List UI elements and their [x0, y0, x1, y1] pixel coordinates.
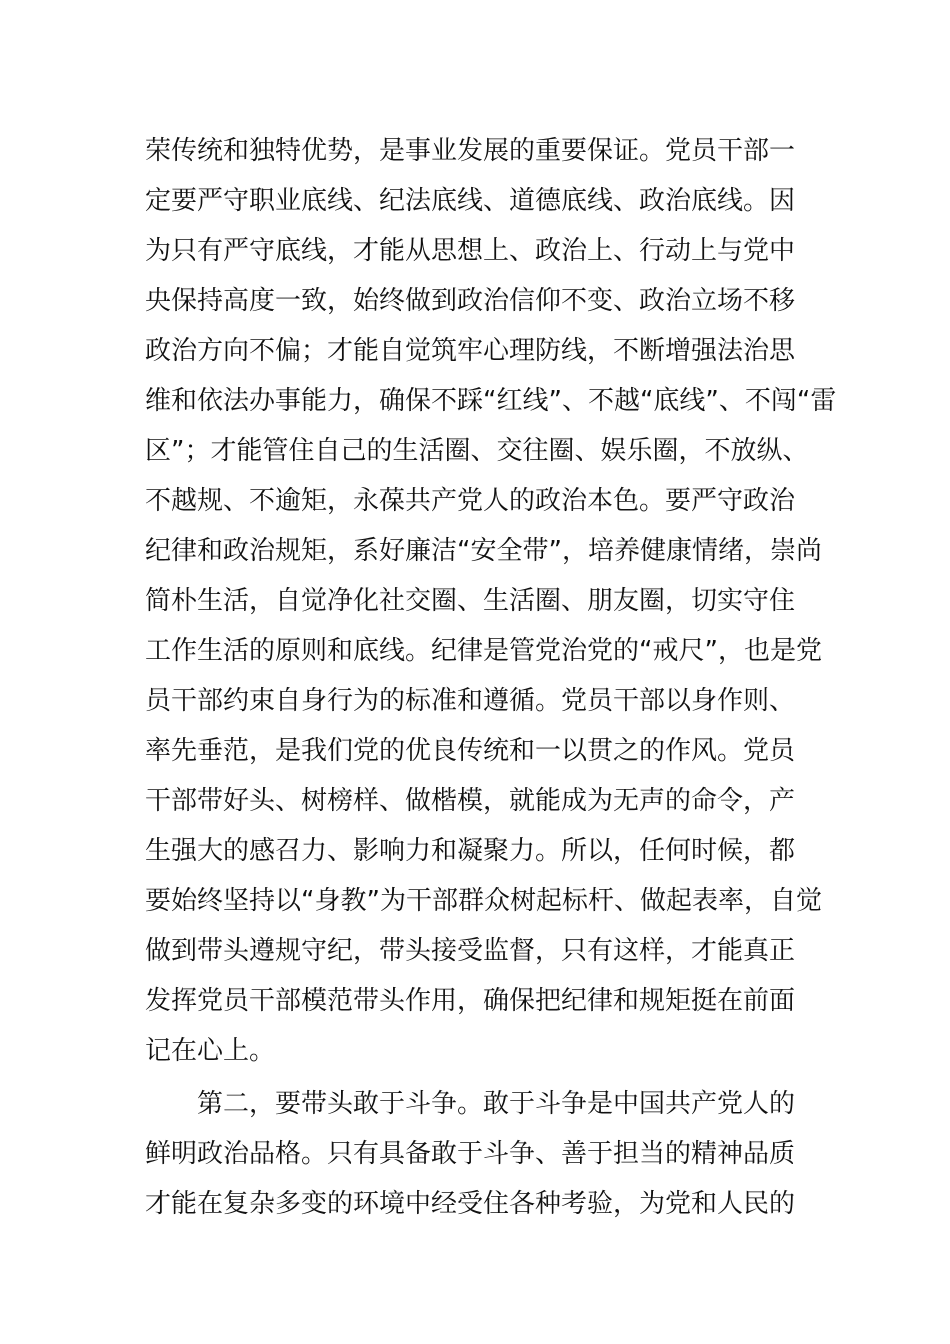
text-line: 荣传统和独特优势，是事业发展的重要保证。党员干部一: [145, 136, 796, 166]
text-line: 干部带好头、树榜样、做楷模，就能成为无声的命令，产: [145, 786, 796, 816]
text-line: 要始终坚持以“身教”为干部群众树起标杆、做起表率，自觉: [145, 886, 822, 916]
text-line: 员干部约束自身行为的标准和遵循。党员干部以身作则、: [145, 686, 796, 716]
text-line: 政治方向不偏；才能自觉筑牢心理防线，不断增强法治思: [145, 336, 796, 366]
text-line: 率先垂范，是我们党的优良传统和一以贯之的作风。党员: [145, 736, 796, 766]
text-line: 才能在复杂多变的环境中经受住各种考验，为党和人民的: [145, 1189, 796, 1219]
text-line: 发挥党员干部模范带头作用，确保把纪律和规矩挺在前面: [145, 986, 796, 1016]
text-line: 第二，要带头敢于斗争。敢于斗争是中国共产党人的: [197, 1089, 796, 1119]
text-line: 纪律和政治规矩，系好廉洁“安全带”，培养健康情绪，崇尚: [145, 536, 822, 566]
text-line: 鲜明政治品格。只有具备敢于斗争、善于担当的精神品质: [145, 1139, 796, 1169]
text-line: 工作生活的原则和底线。纪律是管党治党的“戒尺”，也是党: [145, 636, 822, 666]
text-line: 生强大的感召力、影响力和凝聚力。所以，任何时候，都: [145, 836, 796, 866]
text-line: 不越规、不逾矩，永葆共产党人的政治本色。要严守政治: [145, 486, 796, 516]
text-line: 央保持高度一致，始终做到政治信仰不变、政治立场不移: [145, 286, 796, 316]
body-text: [145, 126, 837, 1229]
text-line: 维和依法办事能力，确保不踩“红线”、不越“底线”、不闯“雷: [145, 386, 837, 416]
text-line: 简朴生活，自觉净化社交圈、生活圈、朋友圈，切实守住: [145, 586, 796, 616]
text-line: 做到带头遵规守纪，带头接受监督，只有这样，才能真正: [145, 936, 796, 966]
paragraph-2: [145, 1079, 815, 1229]
text-line: 定要严守职业底线、纪法底线、道德底线、政治底线。因: [145, 186, 796, 216]
paragraph-1: [145, 126, 837, 1076]
text-line: 为只有严守底线，才能从思想上、政治上、行动上与党中: [145, 236, 796, 266]
text-line: 区”；才能管住自己的生活圈、交往圈、娱乐圈，不放纵、: [145, 436, 809, 466]
text-line: 记在心上。: [145, 1036, 276, 1066]
